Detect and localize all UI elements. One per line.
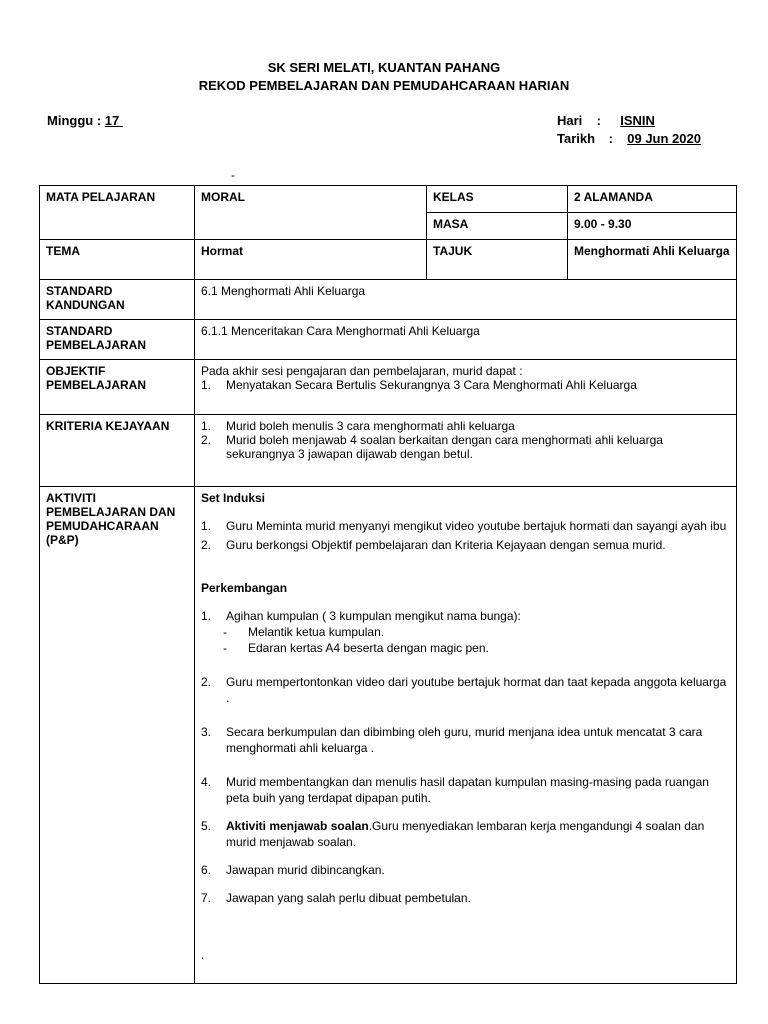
- objektif-label: OBJEKTIF PEMBELAJARAN: [40, 360, 195, 415]
- list-item: 5. Aktiviti menjawab soalan.Guru menyediakan lembaran kerja mengandungi 4 soalan dan murid menjawab soalan.: [201, 819, 705, 849]
- tema-label: TEMA: [40, 240, 195, 280]
- row-tema: [40, 240, 737, 280]
- hari-label: Hari: [557, 113, 583, 128]
- mata-pelajaran-label: MATA PELAJARAN: [40, 186, 195, 240]
- perkembangan-list: [201, 608, 730, 906]
- tarikh-value: 09 Jun 2020: [627, 131, 701, 146]
- sub-list-item: - Edaran kertas A4 beserta dengan magic pen.: [223, 641, 489, 655]
- row-standard-kandungan: [40, 280, 737, 320]
- list-item: 6. Jawapan murid dibincangkan.: [201, 863, 385, 877]
- row-kriteria: [40, 415, 737, 487]
- set-induksi-list: [201, 518, 730, 554]
- minggu-value: 17: [104, 113, 120, 128]
- aktiviti-label: AKTIVITI PEMBELAJARAN DAN PEMUDAHCARAAN (P&P): [40, 487, 195, 984]
- row-aktiviti: [40, 487, 737, 984]
- tarikh-sep: :: [608, 131, 613, 146]
- kriteria-list: [201, 419, 730, 461]
- tema-value: Hormat: [195, 240, 427, 280]
- list-item: 1. Guru Meminta murid menyanyi mengikut video youtube bertajuk hormati dan sayangi ayah ibu: [201, 519, 727, 533]
- tarikh-field: [557, 131, 701, 146]
- standard-kandungan-label: STANDARD KANDUNGAN: [40, 280, 195, 320]
- lesson-plan-table: [39, 185, 737, 984]
- list-item: 2. Guru mempertontonkan video dari youtube bertajuk hormat dan taat kepada anggota keluarga .: [201, 675, 727, 705]
- standard-kandungan-value: 6.1 Menghormati Ahli Keluarga: [195, 280, 737, 320]
- hari-value: ISNIN: [620, 113, 655, 128]
- tarikh-label: Tarikh: [557, 131, 596, 146]
- perkembangan-sublist: [201, 624, 730, 656]
- standard-pembelajaran-label: STANDARD PEMBELAJARAN: [40, 320, 195, 360]
- kriteria-content: [195, 415, 737, 487]
- hari-sep: :: [596, 113, 601, 128]
- document-title: REKOD PEMBELAJARAN DAN PEMUDAHCARAAN HARIAN: [198, 78, 570, 93]
- standard-pembelajaran-value: 6.1.1 Menceritakan Cara Menghormati Ahli Keluarga: [195, 320, 737, 360]
- objektif-intro: Pada akhir sesi pengajaran dan pembelajaran, murid dapat :: [201, 364, 523, 378]
- stray-mark: -: [231, 168, 235, 182]
- masa-value: 9.00 - 9.30: [568, 213, 737, 240]
- list-item: 4. Murid membentangkan dan menulis hasil dapatan kumpulan masing-masing pada ruangan peta buih yang terdapat dipapan putih.: [201, 775, 709, 805]
- list-item: 1. Menyatakan Secara Bertulis Sekurangnya 3 Cara Menghormati Ahli Keluarga: [201, 378, 637, 392]
- mata-pelajaran-value: MORAL: [195, 186, 427, 240]
- list-item: 2. Guru berkongsi Objektif pembelajaran dan Kriteria Kejayaan dengan semua murid.: [201, 538, 666, 552]
- sub-list-item: - Melantik ketua kumpulan.: [223, 625, 385, 639]
- masa-label: MASA: [427, 213, 568, 240]
- list-item: 2. Murid boleh menjawab 4 soalan berkaitan dengan cara menghormati ahli keluarga sekurangnya 3 jawapan dijawab dengan betul.: [201, 433, 663, 461]
- kriteria-label: KRITERIA KEJAYAAN: [40, 415, 195, 487]
- row-mata-pelajaran: [40, 186, 737, 213]
- tajuk-label: TAJUK: [427, 240, 568, 280]
- kelas-value: 2 ALAMANDA: [568, 186, 737, 213]
- trailing-mark: .: [201, 948, 205, 962]
- list-item: 1. Agihan kumpulan ( 3 kumpulan mengikut nama bunga): - Melantik ketua kumpulan. - Edaran kertas A4 beserta dengan magic pen.: [201, 608, 730, 656]
- aktiviti-content: [195, 487, 737, 984]
- hari-field: [557, 113, 655, 128]
- list-item: 1. Murid boleh menulis 3 cara menghormati ahli keluarga: [201, 419, 515, 433]
- set-induksi-heading: Set Induksi: [201, 491, 266, 505]
- perkembangan-heading: Perkembangan: [201, 581, 288, 595]
- row-standard-pembelajaran: [40, 320, 737, 360]
- list-item: 3. Secara berkumpulan dan dibimbing oleh guru, murid menjana idea untuk mencatat 3 cara menghormati ahli keluarga .: [201, 725, 703, 755]
- objektif-content: [195, 360, 737, 415]
- minggu-field: [47, 113, 123, 128]
- tajuk-value: Menghormati Ahli Keluarga: [568, 240, 737, 280]
- list-item: 7. Jawapan yang salah perlu dibuat pembetulan.: [201, 891, 471, 905]
- kelas-label: KELAS: [427, 186, 568, 213]
- row-objektif: [40, 360, 737, 415]
- objektif-list: [201, 378, 730, 392]
- school-name: SK SERI MELATI, KUANTAN PAHANG: [267, 60, 501, 75]
- minggu-label: Minggu :: [47, 113, 102, 128]
